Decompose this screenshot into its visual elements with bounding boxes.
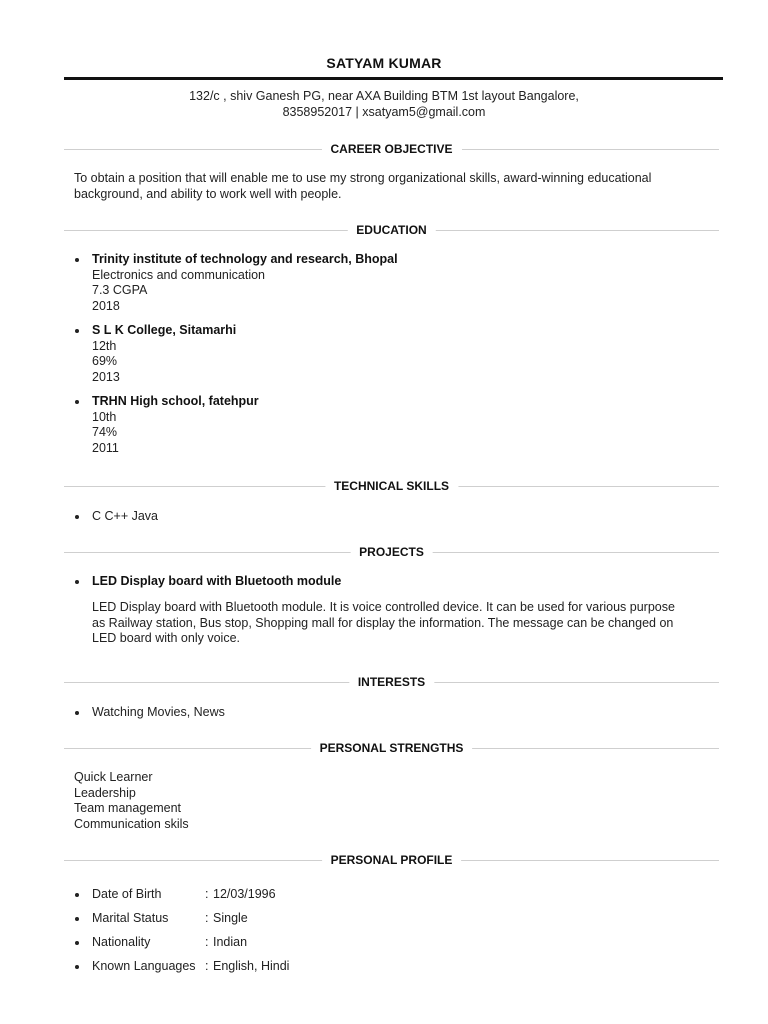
institute-name: S L K College, Sitamarhi	[92, 323, 237, 337]
interests-list	[74, 705, 714, 721]
projects-list	[74, 574, 714, 590]
strength-item: Leadership	[74, 785, 136, 800]
section-title: TECHNICAL SKILLS	[325, 478, 458, 494]
section-career-objective	[64, 141, 719, 157]
profile-label: Date of Birth	[92, 887, 162, 901]
score: 7.3 CGPA	[92, 283, 148, 297]
section-personal-profile	[64, 852, 719, 868]
section-education	[64, 222, 719, 238]
section-technical-skills	[64, 478, 719, 494]
profile-list	[74, 887, 714, 983]
profile-separator: :	[205, 959, 209, 973]
education-item	[74, 252, 714, 314]
course: Electronics and communication	[92, 267, 265, 282]
education-list	[74, 252, 714, 465]
profile-value: Single	[213, 911, 248, 925]
skills-list	[74, 509, 714, 525]
section-projects	[64, 544, 719, 560]
profile-label: Known Languages	[92, 959, 196, 973]
score: 69%	[92, 354, 118, 368]
strength-item: Quick Learner	[74, 770, 153, 784]
objective-text	[74, 171, 714, 202]
profile-label: Marital Status	[92, 911, 169, 925]
strengths-list	[74, 770, 189, 832]
profile-value: English, Hindi	[213, 959, 290, 973]
section-title: EDUCATION	[347, 222, 435, 238]
profile-row	[74, 911, 714, 927]
profile-value: Indian	[213, 935, 248, 949]
section-title: PERSONAL PROFILE	[322, 852, 462, 868]
profile-separator: :	[205, 935, 209, 949]
profile-row	[74, 935, 714, 951]
project-title: LED Display board with Bluetooth module	[74, 574, 714, 590]
section-title: PERSONAL STRENGTHS	[311, 740, 473, 756]
year: 2013	[92, 369, 120, 384]
section-interests	[64, 674, 719, 690]
strength-item: Team management	[74, 801, 182, 815]
project-description	[92, 600, 717, 647]
section-personal-strengths	[64, 740, 719, 756]
education-item	[74, 394, 714, 456]
objective-line: background, and ability to work well with people.	[74, 186, 342, 201]
interest-item: Watching Movies, News	[74, 705, 714, 721]
profile-label: Nationality	[92, 935, 151, 949]
section-title: CAREER OBJECTIVE	[321, 141, 461, 157]
profile-separator: :	[205, 911, 209, 925]
section-title: INTERESTS	[349, 674, 434, 690]
score: 74%	[92, 425, 118, 439]
header-rule	[64, 77, 723, 80]
project-line: LED board with only voice.	[92, 631, 240, 645]
profile-separator: :	[205, 887, 209, 901]
year: 2018	[92, 298, 120, 313]
institute-name: Trinity institute of technology and research, Bhopal	[92, 252, 398, 266]
project-line: LED Display board with Bluetooth module. It is voice controlled device. It can be used for various purpose	[92, 600, 675, 614]
skill-item: C C++ Java	[74, 509, 714, 525]
project-line: as Railway station, Bus stop, Shopping mall for display the information. The message can be changed on	[92, 615, 674, 630]
objective-line: To obtain a position that will enable me to use my strong organizational skills, award-winning educational	[74, 171, 652, 185]
strength-item: Communication skils	[74, 816, 189, 831]
address-line: 132/c , shiv Ganesh PG, near AXA Building BTM 1st layout Bangalore,	[189, 89, 579, 103]
year: 2011	[92, 440, 119, 455]
phone-email-line: 8358952017 | xsatyam5@gmail.com	[282, 104, 486, 119]
profile-value: 12/03/1996	[213, 887, 276, 901]
institute-name: TRHN High school, fatehpur	[92, 394, 259, 408]
course: 10th	[92, 409, 117, 424]
profile-row	[74, 887, 714, 903]
education-item	[74, 323, 714, 385]
contact-block	[0, 89, 768, 120]
profile-row	[74, 959, 714, 975]
section-title: PROJECTS	[350, 544, 433, 560]
resume-name: SATYAM KUMAR	[326, 55, 442, 71]
course: 12th	[92, 338, 117, 353]
